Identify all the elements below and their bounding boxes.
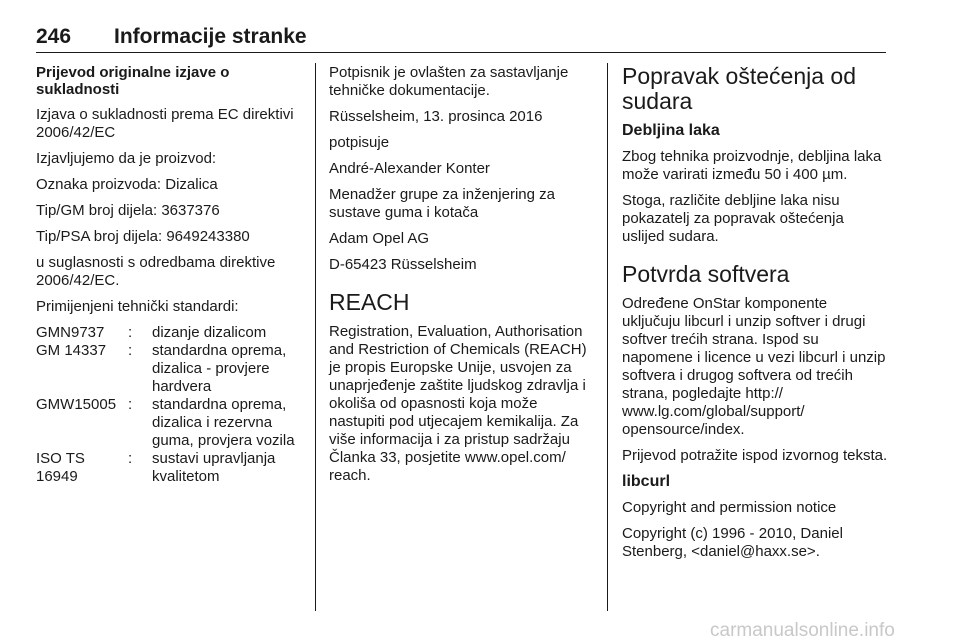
paragraph: Tip/GM broj dijela: 3637376: [36, 202, 220, 219]
paragraph: potpisuje: [329, 134, 390, 151]
subheading-libcurl: libcurl: [622, 473, 671, 490]
column-right: [622, 64, 888, 569]
standard-separator: :: [128, 396, 133, 413]
standard-description: dizanje dizalicom: [152, 324, 267, 341]
column-left: [36, 64, 308, 486]
standard-separator: :: [128, 450, 133, 467]
standards-list: [36, 324, 308, 486]
paragraph: Stoga, različite debljine laka nisu pokazatelj za popravak oštećenja uslijed sudara.: [622, 192, 844, 245]
paragraph: Tip/PSA broj dijela: 9649243380: [36, 228, 250, 245]
standard-row: [36, 450, 308, 486]
page-title: Informacije stranke: [114, 25, 307, 48]
paragraph: u suglasnosti s odredbama direktive 2006/42/EC.: [36, 254, 276, 289]
standard-row: [36, 342, 308, 396]
standard-separator: :: [128, 324, 133, 341]
column-divider: [607, 63, 608, 611]
paragraph: Adam Opel AG: [329, 230, 430, 247]
standard-row: [36, 396, 308, 450]
paragraph: Prijevod potražite ispod izvornog teksta.: [622, 447, 888, 464]
section-heading-software: Potvrda softvera: [622, 261, 790, 287]
paragraph: Copyright and permission notice: [622, 499, 837, 516]
standard-name: ISO TS 16949: [36, 450, 85, 485]
standard-row: [36, 324, 308, 342]
section-heading-declaration: Prijevod originalne izjave o sukladnosti: [36, 64, 230, 98]
standard-name: GMN9737: [36, 324, 105, 341]
subheading-paint-thickness: Debljina laka: [622, 122, 720, 139]
standard-description: standardna oprema, dizalica i rezervna guma, provjera vozila: [152, 396, 295, 449]
paragraph: Potpisnik je ovlašten za sastavljanje tehničke dokumentacije.: [329, 64, 569, 99]
standard-description: standardna oprema, dizalica - provjere hardvera: [152, 342, 287, 395]
paragraph: Menadžer grupe za inženjering za sustave guma i kotača: [329, 186, 555, 221]
standard-separator: :: [128, 342, 133, 359]
column-middle: [329, 64, 593, 493]
paragraph: Zbog tehnika proizvodnje, debljina laka može varirati između 50 i 400 µm.: [622, 148, 882, 183]
standard-name: GM 14337: [36, 342, 107, 359]
paragraph: Primijenjeni tehnički standardi:: [36, 298, 239, 315]
paragraph: Rüsselsheim, 13. prosinca 2016: [329, 108, 543, 125]
paragraph: Izjavljujemo da je proizvod:: [36, 150, 217, 167]
column-divider: [315, 63, 316, 611]
watermark: carmanualsonline.info: [710, 620, 895, 641]
paragraph: Copyright (c) 1996 - 2010, Daniel Stenberg, <daniel@haxx.se>.: [622, 525, 843, 560]
standard-description: sustavi upravljanja kvalitetom: [152, 450, 276, 485]
paragraph-reach: Registration, Evaluation, Authorisation and Restriction of Chemicals (REACH) je propis Europske Unije, usvojen za unaprjeđenje zaštite ljudskog zdravlja i okoliša od opasnosti koja može nastupiti pod utjecajem kemikalija. Za više informacija i za pristup sadržaju Članka 33, posjetite www.opel.com/ reach.: [329, 323, 587, 484]
paragraph: Izjava o sukladnosti prema EC direktivi 2006/42/EC: [36, 106, 294, 141]
section-heading-collision-repair: Popravak oštećenja od sudara: [622, 63, 856, 114]
page-number: 246: [36, 25, 72, 48]
paragraph: D-65423 Rüsselsheim: [329, 256, 477, 273]
section-heading-reach: REACH: [329, 289, 410, 315]
paragraph: André-Alexander Konter: [329, 160, 490, 177]
paragraph: Oznaka proizvoda: Dizalica: [36, 176, 218, 193]
standard-name: GMW15005: [36, 396, 117, 413]
paragraph: Određene OnStar komponente uključuju libcurl i unzip softver i drugi softver trećih strana. Ispod su napomene i licence u vezi libcurl i unzip softvera i drugog softvera od trećih strana, pogledajte http:// www.lg.com/global/support/ opensource/index.: [622, 295, 886, 438]
page-header: [36, 22, 886, 53]
